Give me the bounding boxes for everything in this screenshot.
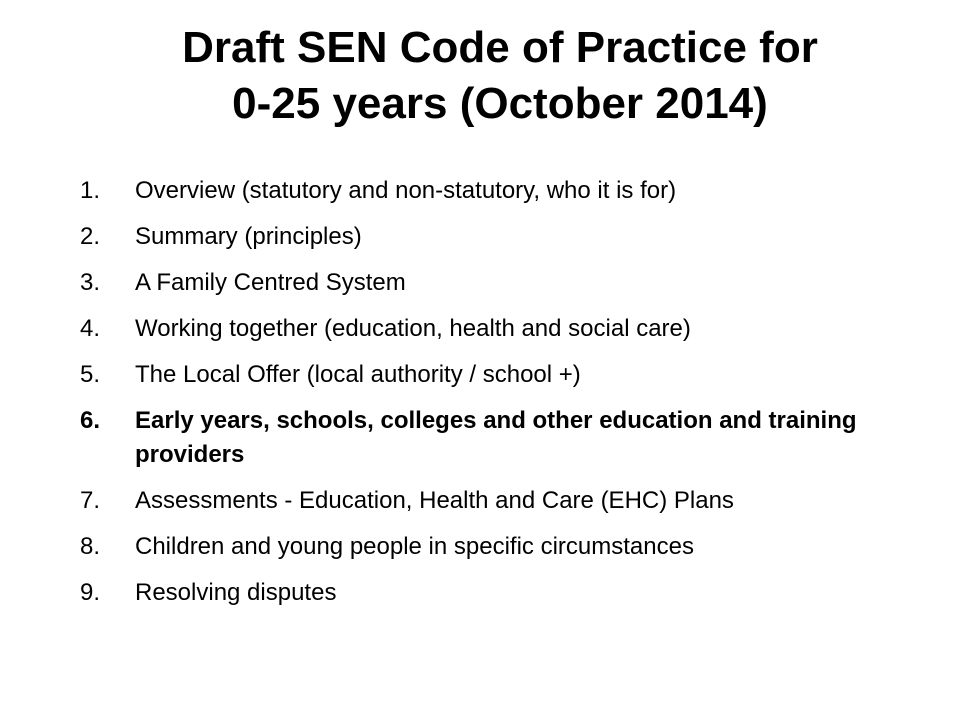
- slide-title-line-1: Draft SEN Code of Practice for: [182, 23, 818, 72]
- contents-list: [80, 174, 900, 622]
- list-item-text: Working together (education, health and social care): [135, 315, 691, 342]
- list-item-number: 4.: [80, 315, 101, 342]
- list-item: [80, 312, 900, 346]
- list-item-number: 1.: [80, 177, 101, 204]
- list-item-number: 3.: [80, 269, 101, 296]
- list-item-text: The Local Offer (local authority / school +): [135, 361, 581, 388]
- list-item-number: 6.: [80, 407, 101, 434]
- list-item-number: 8.: [80, 533, 101, 560]
- list-item: [80, 576, 900, 610]
- list-item-text: A Family Centred System: [135, 269, 406, 296]
- list-item: [80, 484, 900, 518]
- slide-title-line-2: 0-25 years (October 2014): [232, 79, 768, 128]
- list-item-text: Summary (principles): [135, 223, 362, 250]
- list-item-text: Early years, schools, colleges and other education and training providers: [135, 407, 857, 468]
- list-item: [80, 174, 900, 208]
- list-item: [80, 220, 900, 254]
- list-item: [80, 358, 900, 392]
- list-item-number: 5.: [80, 361, 101, 388]
- list-item-number: 9.: [80, 579, 101, 606]
- list-item-text: Overview (statutory and non-statutory, who it is for): [135, 177, 677, 204]
- slide-title: [60, 20, 940, 132]
- list-item: [80, 530, 900, 564]
- list-item-highlighted: [80, 404, 900, 472]
- list-item-number: 7.: [80, 487, 101, 514]
- list-item-number: 2.: [80, 223, 101, 250]
- list-item-text: Children and young people in specific circumstances: [135, 533, 694, 560]
- list-item-text: Resolving disputes: [135, 579, 337, 606]
- list-item: [80, 266, 900, 300]
- list-item-text: Assessments - Education, Health and Care (EHC) Plans: [135, 487, 734, 514]
